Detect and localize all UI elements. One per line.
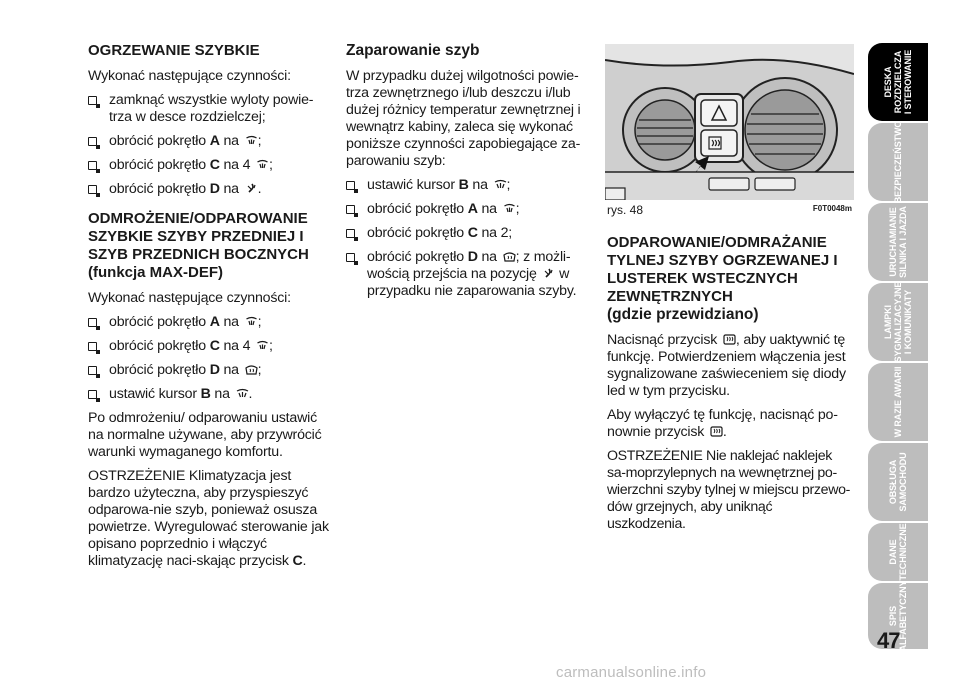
feet-airflow-icon bbox=[245, 183, 258, 194]
paragraph-after-defrost: Po odmrożeniu/ odparowaniu ustawić na normalne używane, aby przywrócić warunki wymaganego komfortu. bbox=[88, 410, 322, 460]
bullet-text: ; z możli-wością przejścia na pozycję bbox=[367, 249, 571, 282]
checkbox-bullet-icon bbox=[88, 318, 97, 327]
control-key: A bbox=[467, 201, 478, 217]
bullet-item bbox=[346, 177, 589, 194]
column-1 bbox=[88, 42, 336, 577]
rear-defrost-icon bbox=[710, 426, 723, 437]
figure-code: F0T0048m bbox=[812, 204, 852, 213]
bullet-item bbox=[346, 225, 589, 242]
bullet-text: na bbox=[219, 314, 243, 330]
bullet-item bbox=[88, 338, 336, 355]
bullet-text: na 4 bbox=[219, 338, 255, 354]
bullet-item bbox=[88, 157, 336, 174]
bullet-text: ; bbox=[506, 177, 511, 193]
control-key: D bbox=[467, 249, 478, 265]
checkbox-bullet-icon bbox=[346, 181, 355, 190]
recirculation-off-icon bbox=[236, 388, 249, 399]
checkbox-bullet-icon bbox=[88, 366, 97, 375]
bullet-text: na bbox=[219, 133, 243, 149]
bullet-item bbox=[88, 181, 336, 198]
column-3 bbox=[607, 234, 852, 540]
bullet-text: ; bbox=[257, 314, 262, 330]
chapter-tab-label: LAMPKI SYGNALIZACYJNE I KOMUNIKATY bbox=[883, 281, 913, 363]
bullet-text: zamknąć wszystkie wyloty powie-trza w desce rozdzielczej; bbox=[109, 92, 314, 125]
defrost-fan-icon bbox=[245, 135, 258, 146]
warning-paragraph: OSTRZEŻENIE Klimatyzacja jest bardzo użyteczna, aby przyspieszyć odparowa-nie szyb, ponieważ osusza powietrze. Wyregulować sterowanie jak opisano poprzednio i włączyć klimatyzację naci-skając przycisk C. bbox=[88, 468, 329, 569]
chapter-tab[interactable] bbox=[868, 443, 928, 521]
bullet-text: obrócić pokrętło bbox=[109, 133, 210, 149]
bullet-text: obrócić pokrętło bbox=[109, 181, 210, 197]
control-key: D bbox=[209, 181, 220, 197]
bullet-text: na bbox=[477, 201, 501, 217]
bullet-text: ustawić kursor bbox=[109, 386, 201, 402]
rear-defrost-icon bbox=[723, 334, 736, 345]
bullet-text: obrócić pokrętło bbox=[109, 157, 210, 173]
bullet-text: na bbox=[219, 181, 243, 197]
watermark: carmanualsonline.info bbox=[556, 664, 707, 681]
checkbox-bullet-icon bbox=[88, 96, 97, 105]
bullet-item bbox=[346, 249, 589, 300]
bullet-text: obrócić pokrętło bbox=[109, 314, 210, 330]
section-subtitle: (gdzie przewidziano) bbox=[607, 306, 759, 323]
chapter-tab-label: DANE TECHNICZNE bbox=[888, 523, 908, 581]
chapter-tab-label: SPIS ALFABETYCZNY bbox=[888, 580, 908, 652]
bullet-text: ; bbox=[269, 157, 273, 173]
bullet-item bbox=[88, 362, 336, 379]
checkbox-bullet-icon bbox=[88, 161, 97, 170]
intro-text: W przypadku dużej wilgotności powie-trza zewnętrznego i/lub deszczu i/lub dużej różnicy temperatur zewnętrznej i wewnątrz kabiny, zaleca się wykonać poniższe czynności zapobiegające za-parowaniu szyb: bbox=[346, 68, 581, 169]
bullet-text: na 4 bbox=[219, 157, 255, 173]
bullet-text: obrócić pokrętło bbox=[367, 249, 468, 265]
bullet-text: ; bbox=[257, 362, 262, 378]
instruction-list-fogging bbox=[346, 177, 589, 300]
bullet-text: na 2; bbox=[477, 225, 513, 241]
control-key: C bbox=[209, 157, 220, 173]
defrost-fan-icon bbox=[256, 340, 269, 351]
defrost-fan-icon bbox=[503, 203, 516, 214]
page-number: 47 bbox=[877, 628, 900, 653]
bullet-text: obrócić pokrętło bbox=[109, 362, 210, 378]
bullet-text: na bbox=[219, 362, 243, 378]
dashboard-figure bbox=[605, 44, 854, 200]
bullet-text: . bbox=[248, 386, 253, 402]
checkbox-bullet-icon bbox=[346, 229, 355, 238]
control-key: A bbox=[209, 314, 220, 330]
checkbox-bullet-icon bbox=[88, 390, 97, 399]
bullet-text: ; bbox=[257, 133, 262, 149]
bullet-text: w przypadku nie zaparowania szyby. bbox=[367, 266, 577, 299]
chapter-tab[interactable] bbox=[868, 120, 928, 204]
chapter-tab-label: BEZPIECZEŃSTWO bbox=[893, 120, 903, 204]
chapter-tab-label: DESKA ROZDZIELCZA I STEROWANIE bbox=[883, 49, 913, 115]
chapter-tab-label: W RAZIE AWARII bbox=[893, 366, 903, 438]
checkbox-bullet-icon bbox=[346, 253, 355, 262]
instruction-list-quick-heating bbox=[88, 92, 336, 198]
bullet-text: obrócić pokrętło bbox=[367, 201, 468, 217]
checkbox-bullet-icon bbox=[88, 185, 97, 194]
bullet-text: . bbox=[257, 181, 262, 197]
instruction-paragraph: Nacisnąć przycisk , aby uaktywnić tę funkcję. Potwierdzeniem włączenia jest sygnalizowane zaświeceniem się diody led w tym przycisku. bbox=[607, 332, 846, 399]
recirculation-off-icon bbox=[494, 179, 507, 190]
bullet-item bbox=[346, 201, 589, 218]
bullet-text: ustawić kursor bbox=[367, 177, 459, 193]
chapter-tab[interactable] bbox=[868, 523, 928, 581]
windshield-defrost-icon bbox=[245, 364, 258, 375]
bullet-text: na bbox=[210, 386, 234, 402]
intro-text: Wykonać następujące czynności: bbox=[88, 68, 291, 84]
chapter-tab-label: URUCHAMIANIE SILNIKA I JAZDA bbox=[888, 206, 908, 278]
instruction-list-max-def bbox=[88, 314, 336, 403]
bullet-item bbox=[88, 314, 336, 331]
figure-caption bbox=[607, 203, 852, 217]
chapter-tab[interactable] bbox=[868, 283, 928, 361]
defrost-fan-icon bbox=[245, 316, 258, 327]
bullet-text: obrócić pokrętło bbox=[109, 338, 210, 354]
bullet-text: na bbox=[468, 177, 492, 193]
bullet-text: na bbox=[477, 249, 501, 265]
chapter-tab[interactable] bbox=[868, 203, 928, 281]
checkbox-bullet-icon bbox=[88, 137, 97, 146]
control-key: B bbox=[458, 177, 469, 193]
control-key: C bbox=[209, 338, 220, 354]
control-key: C bbox=[467, 225, 478, 241]
bullet-item bbox=[88, 92, 336, 126]
windshield-defrost-icon bbox=[503, 251, 516, 262]
chapter-tab-label: OBSŁUGA SAMOCHODU bbox=[888, 452, 908, 512]
bullet-text: ; bbox=[515, 201, 520, 217]
defrost-fan-icon bbox=[256, 159, 269, 170]
section-title-window-fogging: Zaparowanie szyb bbox=[346, 42, 480, 59]
bullet-text: ; bbox=[269, 338, 273, 354]
warning-paragraph: OSTRZEŻENIE Nie naklejać naklejek sa-moprzylepnych na wewnętrznej po-wierzchni szyby tylnej w miejscu przewo-dów grzejnych, aby uniknąć uszkodzenia. bbox=[607, 448, 851, 532]
control-key: A bbox=[209, 133, 220, 149]
section-title-rear-window-defrost: ODPAROWANIE/ODMRAŻANIE TYLNEJ SZYBY OGRZEWANEJ I LUSTEREK WSTECZNYCH ZEWNĘTRZNYCH bbox=[607, 234, 838, 305]
bullet-item bbox=[88, 133, 336, 150]
column-2 bbox=[346, 42, 589, 307]
checkbox-bullet-icon bbox=[346, 205, 355, 214]
feet-airflow-icon bbox=[542, 268, 555, 279]
bullet-text: obrócić pokrętło bbox=[367, 225, 468, 241]
instruction-paragraph: Aby wyłączyć tę funkcję, nacisnąć po-nownie przycisk . bbox=[607, 407, 838, 440]
intro-text: Wykonać następujące czynności: bbox=[88, 290, 291, 306]
control-key: B bbox=[200, 386, 211, 402]
checkbox-bullet-icon bbox=[88, 342, 97, 351]
section-title-quick-heating: OGRZEWANIE SZYBKIE bbox=[88, 42, 260, 59]
chapter-tab[interactable] bbox=[868, 43, 928, 121]
figure-label: rys. 48 bbox=[607, 203, 644, 217]
section-title-max-def: ODMROŻENIE/ODPAROWANIE SZYBKIE SZYBY PRZEDNIEJ I SZYB PRZEDNICH BOCZNYCH (funkcja MAX-DEF) bbox=[88, 210, 309, 281]
control-key: D bbox=[209, 362, 220, 378]
bullet-item bbox=[88, 386, 336, 403]
chapter-tab[interactable] bbox=[868, 363, 928, 441]
